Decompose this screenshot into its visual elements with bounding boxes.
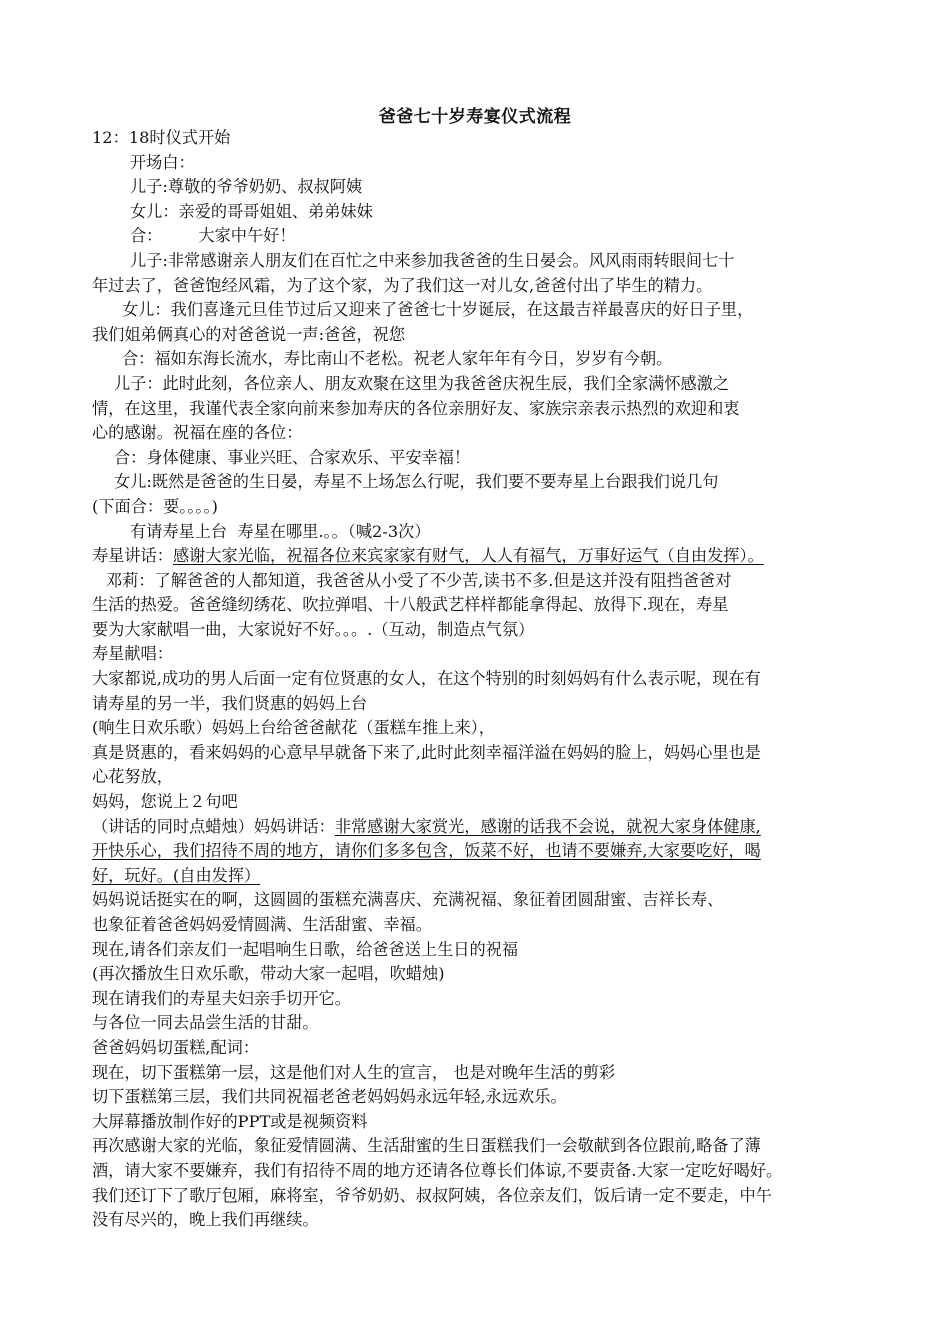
text-line: 现在请我们的寿星夫妇亲手切开它。 — [92, 988, 351, 1008]
text-line: (响生日欢乐歌）妈妈上台给爸爸献花（蛋糕车推上来）， — [92, 718, 495, 738]
text-line: 年过去了，爸爸饱经风霜，为了这个家，为了我们这一对儿女,爸爸付出了毕生的精力。 — [92, 275, 713, 295]
text-line: 情，在这里，我谨代表全家向前来参加寿庆的各位亲朋好友、家族宗亲表示热烈的欢迎和衷 — [92, 398, 740, 418]
text-line: 也象征着爸爸妈妈爱情圆满、生活甜蜜、幸福。 — [92, 915, 432, 934]
text-line: 女儿:既然是爸爸的生日晏，寿星不上场怎么行呢，我们要不要寿星上台跟我们说几句 — [114, 472, 719, 492]
text-line: 邓莉：了解爸爸的人都知道，我爸爸从小受了不少苦,读书不多.但是这并没有阻挡爸爸对 — [106, 570, 732, 590]
text-line: 开场白： — [130, 152, 195, 172]
text-line: 儿子:非常感谢亲人朋友们在百忙之中来参加我爸爸的生日晏会。风风雨雨转眼间七十 — [130, 250, 735, 270]
text-line: 我们还订下了歌厅包厢，麻将室，爷爷奶奶、叔叔阿姨，各位亲友们，饭后请一定不要走，中午 — [92, 1185, 772, 1205]
text-line: 妈妈说话挺实在的啊，这圆圆的蛋糕充满喜庆、充满祝福、象征着团圆甜蜜、吉祥长寿、 — [92, 890, 724, 910]
text-line: 合：福如东海长流水，寿比南山不老松。祝老人家年年有今日，岁岁有今朝。 — [122, 349, 673, 369]
text-line: 儿子：此时此刻，各位亲人、朋友欢聚在这里为我爸爸庆祝生辰，我们全家满怀感激之 — [114, 373, 730, 393]
text-line: 12：18时仪式开始 — [92, 128, 231, 147]
text-line: 要为大家献唱一曲，大家说好不好。。。.（互动，制造点气氛） — [92, 619, 535, 639]
text-line: 爸爸妈妈切蛋糕,配词： — [92, 1037, 260, 1057]
text-line: 妈妈，您说上２句吧 — [92, 792, 238, 812]
text-line — [92, 864, 860, 889]
text-line: 合：身体健康、事业兴旺、合家欢乐、平安幸福！ — [114, 447, 471, 467]
text-line — [92, 544, 860, 569]
text-line: 生活的热爱。爸爸缝纫绣花、吹拉弹唱、十八般武艺样样都能拿得起、放得下.现在，寿星 — [92, 595, 729, 615]
text-line: 请寿星的另一半，我们贤惠的妈妈上台 — [92, 693, 368, 713]
text-line: 心的感谢。祝福在座的各位： — [92, 423, 303, 443]
text-line: 有请寿星上台 寿星在哪里.。。（喊2-3次） — [130, 521, 431, 541]
underlined-speech: 感谢大家光临，祝福各位来宾家家有财气，人人有福气，万事好运气（自由发挥）。 — [172, 546, 764, 566]
text-line: 我们姐弟俩真心的对爸爸说一声:爸爸，祝您 — [92, 324, 406, 344]
text-line: 寿星献唱： — [92, 644, 173, 664]
underlined-speech: 非常感谢大家赏光，感谢的话我不会说，就祝大家身体健康, — [334, 816, 761, 836]
text-line: (下面合：要。。。。) — [92, 496, 218, 516]
text-line: 女儿：亲爱的哥哥姐姐、弟弟妹妹 — [130, 201, 373, 221]
text-line: 儿子:尊敬的爷爷奶奶、叔叔阿姨 — [130, 177, 363, 197]
text-line: (再次播放生日欢乐歌，带动大家一起唱，吹蜡烛) — [92, 964, 445, 984]
text-line: 与各位一同去品尝生活的甘甜。 — [92, 1013, 319, 1033]
text-line: 现在,请各们亲友们一起唱响生日歌，给爸爸送上生日的祝福 — [92, 939, 519, 959]
underlined-speech: 开快乐心，我们招待不周的地方，请你们多多包含，饭菜不好，也请不要嫌弃,大家要吃好，喝 — [92, 841, 761, 861]
text-line: 大屏幕播放制作好的PPT或是视频资料 — [92, 1111, 368, 1131]
text-line: 再次感谢大家的光临，象征爱情圆满、生活甜蜜的生日蛋糕我们一会敬献到各位跟前,略备了薄 — [92, 1136, 761, 1156]
text-line — [92, 815, 860, 840]
text-line: 大家都说,成功的男人后面一定有位贤惠的女人，在这个特别的时刻妈妈有什么表示呢，现在有 — [92, 669, 761, 689]
text-line: 心花努放， — [92, 767, 173, 787]
text-line: 合： 大家中午好！ — [130, 226, 296, 246]
text-line: 切下蛋糕第三层，我们共同祝福老爸老妈妈妈永远年轻,永远欢乐。 — [92, 1087, 567, 1107]
document-title: 爸爸七十岁寿宴仪式流程 — [378, 107, 572, 127]
underlined-speech: 好，玩好。(自由发挥） — [92, 865, 261, 885]
speaker-label: 寿星讲话： — [92, 546, 173, 566]
text-line: 没有尽兴的，晚上我们再继续。 — [92, 1210, 319, 1230]
text-line: 现在，切下蛋糕第一层，这是他们对人生的宣言， 也是对晚年生活的剪彩 — [92, 1062, 616, 1082]
speaker-label: （讲话的同时点蜡烛）妈妈讲话： — [92, 816, 335, 836]
text-line: 女儿：我们喜逢元旦佳节过后又迎来了爸爸七十岁诞辰，在这最吉祥最喜庆的好日子里， — [122, 300, 754, 320]
document-body — [92, 126, 860, 1233]
text-line: 酒，请大家不要嫌弃，我们有招待不周的地方还请各位尊长们体谅,不要责备.大家一定吃好喝好。 — [92, 1160, 783, 1180]
text-line: 真是贤惠的，看来妈妈的心意早早就备下来了,此时此刻幸福洋溢在妈妈的脸上，妈妈心里也是 — [92, 742, 761, 762]
